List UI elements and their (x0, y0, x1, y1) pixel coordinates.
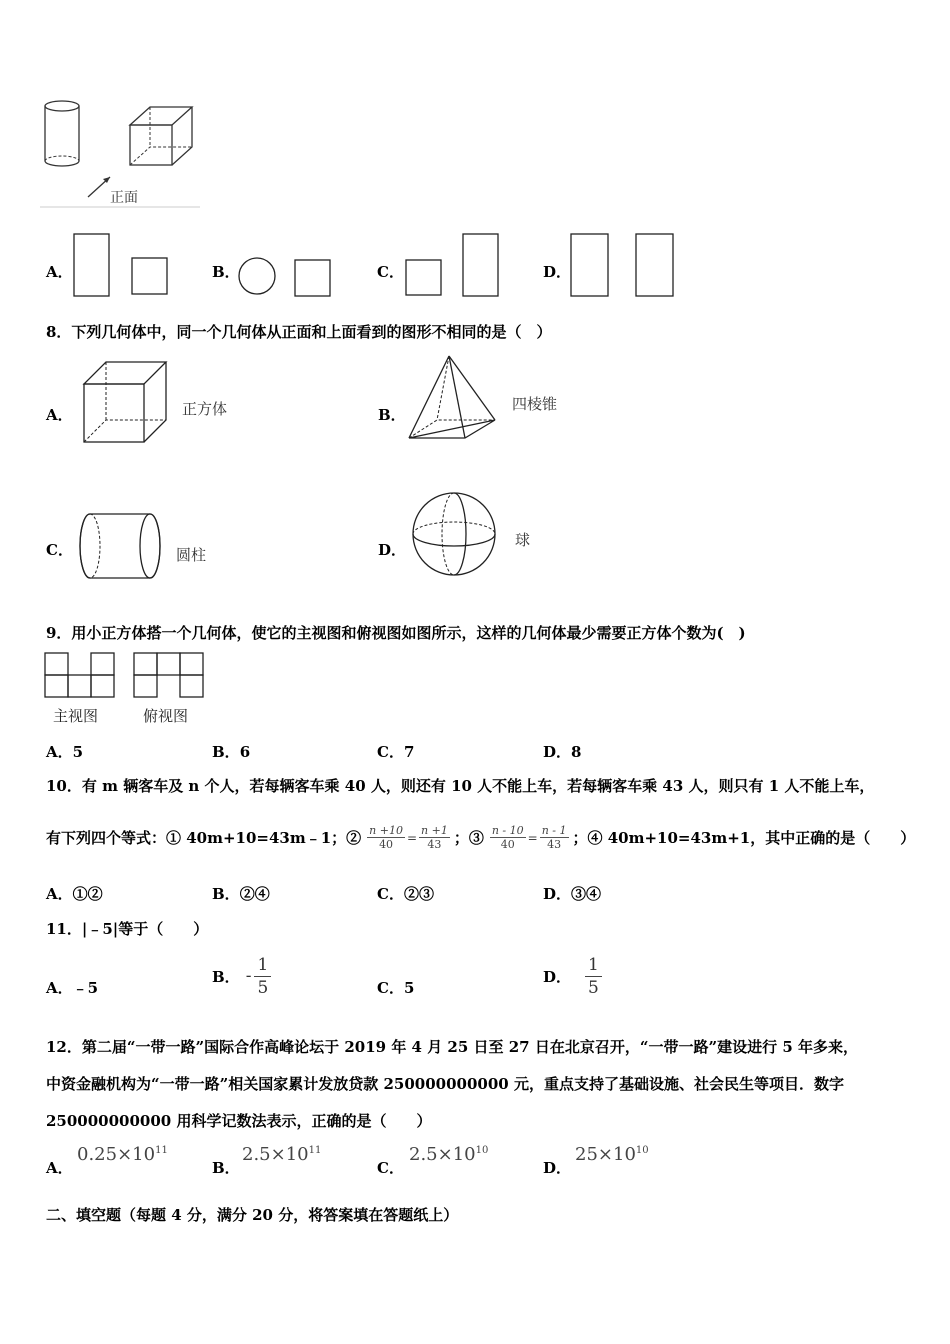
q7-option-b-figure (235, 254, 335, 300)
q8-option-a-letter[interactable]: A． (46, 406, 73, 424)
q10-eq2-right-fraction: $\frac{n +1}{43}$ (421, 824, 448, 851)
q12-option-d-letter[interactable]: D． (543, 1159, 572, 1177)
q7-option-c-figure (403, 232, 503, 300)
q8-option-d-letter[interactable]: D． (378, 541, 407, 559)
q10-eq2-left-fraction: $\frac{n +10}{40}$ (369, 824, 403, 851)
q7-option-a-letter[interactable]: A． (46, 263, 73, 281)
q10-stem-line2: 有下列四个等式：① 40m+10=43m﹣1；② $\frac{n +10}{40}$ = $\frac{n +1}{43}$ ；③ $\frac{n - 10}{40}$ = $\frac{n - 1}{43}$ ；④ 40m+10=43m+1，其中正确的是（ ） (46, 824, 916, 851)
q12-option-a-value: $0.25\times 10^{11}$ (77, 1144, 168, 1165)
q9-top-view-grid (133, 652, 207, 700)
q9-option-c[interactable]: C．7 (377, 743, 415, 761)
pyramid-drawing (405, 352, 501, 444)
q10-option-d[interactable]: D．③④ (543, 885, 602, 903)
q9-front-view-label: 主视图 (53, 707, 99, 725)
q11-option-b[interactable]: B． - $\frac{1}{5}$ (212, 952, 271, 1000)
q8-stem: 8．下列几何体中，同一个几何体从正面和上面看到的图形不相同的是（ ） (46, 323, 552, 341)
q7-option-a-figure (72, 232, 172, 300)
q7-option-b-letter[interactable]: B． (212, 263, 240, 281)
q11-option-d[interactable]: D． $\frac{1}{5}$ (543, 952, 602, 1000)
cube-drawing (80, 358, 172, 446)
q12-stem-line3: 250000000000 用科学记数法表示，正确的是（ ） (46, 1112, 432, 1130)
q8-option-a-name: 正方体 (182, 400, 228, 418)
q7-solids-figure (40, 95, 200, 210)
q11-stem: 11．|﹣5|等于（ ） (46, 920, 209, 938)
q12-option-a-letter[interactable]: A． (46, 1159, 73, 1177)
q12-option-b-value: $2.5\times 10^{11}$ (242, 1144, 322, 1165)
q10-option-b[interactable]: B．②④ (212, 885, 270, 903)
q7-option-d-letter[interactable]: D． (543, 263, 572, 281)
q9-stem: 9．用小正方体搭一个几何体，使它的主视图和俯视图如图所示，这样的几何体最少需要正方体个数为( ) (46, 624, 746, 642)
q12-stem-line2: 中资金融机构为“一带一路”相关国家累计发放贷款 250000000000 元，重点支持了基础设施、社会民生等项目．数字 (46, 1075, 844, 1093)
q11-option-b-fraction: $\frac{1}{5}$ (254, 954, 271, 999)
q11-option-c[interactable]: C．5 (377, 979, 415, 997)
q10-stem-part-a: 有下列四个等式：① 40m+10=43m﹣1；② (46, 829, 362, 847)
q9-option-b[interactable]: B．6 (212, 743, 251, 761)
q12-option-c-value: $2.5\times 10^{10}$ (409, 1144, 489, 1165)
q12-option-d-value: $25\times 10^{10}$ (575, 1144, 649, 1165)
q12-option-b-letter[interactable]: B． (212, 1159, 240, 1177)
q10-eq3-right-fraction: $\frac{n - 1}{43}$ (541, 824, 567, 851)
q11-option-d-fraction: $\frac{1}{5}$ (585, 954, 602, 999)
q12-option-c-letter[interactable]: C． (377, 1159, 404, 1177)
q12-stem-line1: 12．第二届“一带一路”国际合作高峰论坛于 2019 年 4 月 25 日至 27 日在北京召开，“一带一路”建设进行 5 年多来， (46, 1038, 858, 1056)
q10-option-a[interactable]: A．①② (46, 885, 103, 903)
q9-option-d[interactable]: D．8 (543, 743, 582, 761)
sphere-drawing (410, 490, 500, 580)
q10-stem-line1: 10．有 m 辆客车及 n 个人，若每辆客车乘 40 人，则还有 10 人不能上车，若每辆客车乘 43 人，则只有 1 人不能上车， (46, 777, 875, 795)
cylinder-drawing (76, 510, 168, 582)
q9-top-view-label: 俯视图 (143, 707, 189, 725)
q10-option-c[interactable]: C．②③ (377, 885, 434, 903)
q9-option-a[interactable]: A．5 (46, 743, 84, 761)
q7-option-d-figure (568, 232, 678, 300)
section-2-title: 二、填空题（每题 4 分，满分 20 分，将答案填在答题纸上） (46, 1206, 459, 1224)
front-direction-label: 正面 (110, 190, 138, 206)
q8-option-b-letter[interactable]: B． (378, 406, 406, 424)
q7-option-c-letter[interactable]: C． (377, 263, 404, 281)
q9-front-view-grid (44, 652, 116, 700)
q8-option-b-name: 四棱锥 (512, 395, 558, 413)
q8-option-c-name: 圆柱 (176, 546, 207, 564)
q10-eq3-left-fraction: $\frac{n - 10}{40}$ (491, 824, 524, 851)
q11-option-a[interactable]: A．﹣5 (46, 979, 99, 997)
q8-option-d-name: 球 (515, 531, 531, 549)
q8-option-c-letter[interactable]: C． (46, 541, 73, 559)
q10-stem-part-b: ；④ 40m+10=43m+1，其中正确的是（ ） (572, 829, 916, 847)
